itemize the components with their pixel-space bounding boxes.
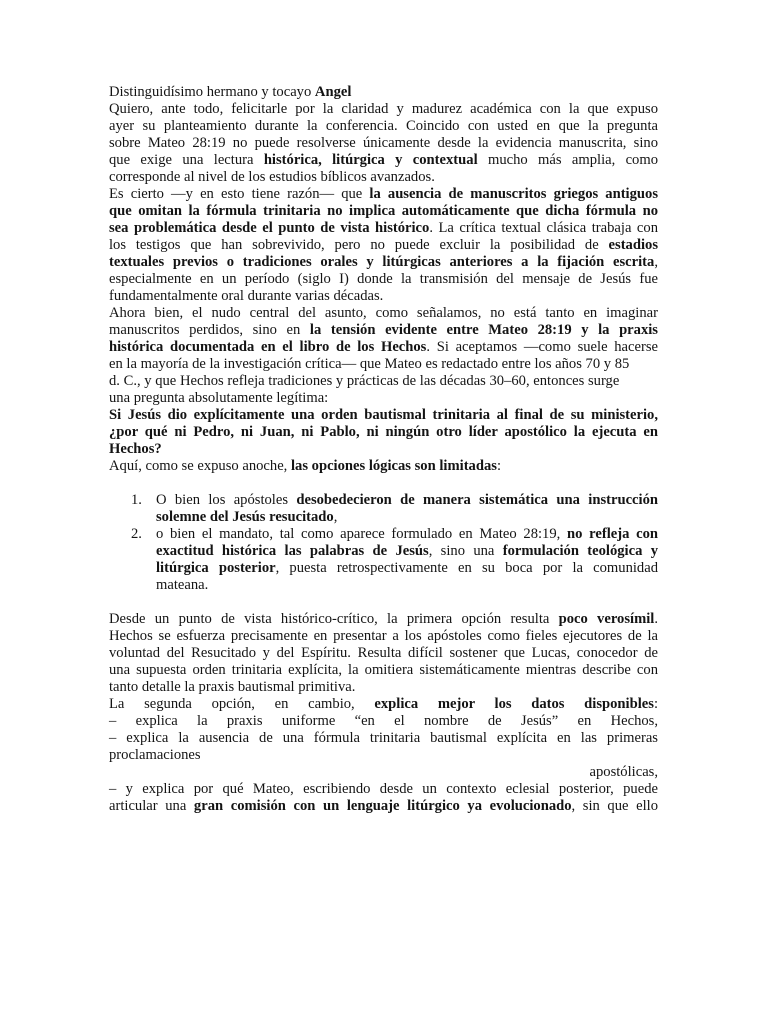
p5-line-4-end: apostólicas, bbox=[589, 764, 658, 780]
p4-line-4: una supuesta orden trinitaria explícita, la omitiera sistemáticamente mientras describe con bbox=[109, 662, 658, 678]
greeting bbox=[109, 84, 658, 101]
p4-line-2: Hechos se esfuerza precisamente en presentar a los apóstoles como fieles ejecutores de la bbox=[109, 628, 658, 644]
p2-line-7: fundamentalmente oral durante varias décadas. bbox=[109, 288, 384, 304]
p2-line-2: que omitan la fórmula trinitaria no implica automáticamente que dicha fórmula no bbox=[109, 203, 658, 219]
p1-line-5: corresponde al nivel de los estudios bíblicos avanzados. bbox=[109, 169, 435, 185]
p5-line-1: La segunda opción, en cambio, explica mejor los datos disponibles: bbox=[109, 696, 658, 712]
p3-line-1: Ahora bien, el nudo central del asunto, como señalamos, no está tanto en imaginar bbox=[109, 305, 658, 321]
paragraph-1 bbox=[109, 101, 658, 186]
p4-line-3: voluntad del Resucitado y del Espíritu. Resulta difícil sostener que Lucas, conocedor de bbox=[109, 645, 658, 661]
p2-line-3: sea problemática desde el punto de vista histórico. La crítica textual clásica trabaja con bbox=[109, 220, 658, 236]
question-line-2: ¿por qué ni Pedro, ni Juan, ni Pablo, ni ningún otro líder apostólico la ejecuta en bbox=[109, 424, 658, 440]
p5-line-2: – explica la praxis uniforme “en el nombre de Jesús” en Hechos, bbox=[109, 713, 658, 729]
p5-line-6: articular una gran comisión con un lenguaje litúrgico ya evolucionado, sin que ello bbox=[109, 798, 659, 814]
p3-line-5: d. C., y que Hechos refleja tradiciones y prácticas de las décadas 30–60, entonces surge bbox=[109, 373, 620, 389]
greeting-name: Angel bbox=[314, 84, 352, 100]
p2-line-5: textuales previos o tradiciones orales y litúrgicas anteriores a la fijación escrita, bbox=[109, 254, 658, 270]
p2-line-6: especialmente en un período (siglo I) donde la transmisión del mensaje de Jesús fue bbox=[109, 271, 658, 287]
p1-line-1: Quiero, ante todo, felicitarle por la claridad y madurez académica con la que expuso bbox=[109, 101, 658, 117]
paragraph-5 bbox=[109, 696, 658, 815]
p1-line-2: ayer su planteamiento durante la conferencia. Coincido con usted en que la pregunta bbox=[109, 118, 658, 134]
p3-line-4: en la mayoría de la investigación crítica— que Mateo es redactado entre los años 70 y 85 bbox=[109, 356, 630, 372]
p1-line-3: sobre Mateo 28:19 no puede resolverse únicamente desde la evidencia manuscrita, sino bbox=[109, 135, 658, 151]
paragraph-3 bbox=[109, 305, 658, 407]
p5-line-5: – y explica por qué Mateo, escribiendo desde un contexto eclesial posterior, puede bbox=[109, 781, 658, 797]
p2-line-4: los testigos que han sobrevivido, pero no puede excluir la posibilidad de estadios bbox=[109, 237, 658, 253]
list-number: 1. bbox=[131, 492, 142, 508]
key-question bbox=[109, 407, 658, 458]
p3-line-6: una pregunta absolutamente legítima: bbox=[109, 390, 329, 406]
question-line-3: Hechos? bbox=[109, 441, 162, 457]
question-line-1: Si Jesús dio explícitamente una orden bautismal trinitaria al final de su ministerio, bbox=[109, 407, 658, 423]
p3-line-2: manuscritos perdidos, sino en la tensión evidente entre Mateo 28:19 y la praxis bbox=[109, 322, 658, 338]
option-item-2: 2. o bien el mandato, tal como aparece formulado en Mateo 28:19, no refleja con exactitud histórica las palabras de Jesús, sino una formulación teológica y litúrgica posterior, puesta retrospectivamente en su boca por la comunidad mateana. bbox=[131, 526, 659, 593]
options-list bbox=[109, 492, 658, 594]
paragraph-4 bbox=[109, 611, 658, 696]
options-intro: Aquí, como se expuso anoche, las opciones lógicas son limitadas: bbox=[109, 458, 502, 474]
p4-line-5: tanto detalle la praxis bautismal primitiva. bbox=[109, 679, 356, 695]
p3-line-3: histórica documentada en el libro de los Hechos. Si aceptamos —como suele hacerse bbox=[109, 339, 658, 355]
p5-line-3: – explica la ausencia de una fórmula trinitaria bautismal explícita en las primeras bbox=[109, 730, 658, 746]
paragraph-2 bbox=[109, 186, 658, 305]
list-number: 2. bbox=[131, 526, 142, 542]
p4-line-1: Desde un punto de vista histórico-crítico, la primera opción resulta poco verosímil. bbox=[109, 611, 658, 627]
greeting-text: Distinguidísimo hermano y tocayo bbox=[109, 84, 315, 100]
option-item-1: 1. O bien los apóstoles desobedecieron de manera sistemática una instrucción solemne del Jesús resucitado, bbox=[131, 492, 658, 525]
p2-line-1: Es cierto —y en esto tiene razón— que la ausencia de manuscritos griegos antiguos bbox=[109, 186, 659, 202]
emphasis-historica: histórica, litúrgica y contextual bbox=[263, 152, 478, 168]
p5-line-4: proclamaciones bbox=[109, 747, 201, 763]
p1-line-4: que exige una lectura histórica, litúrgica y contextual mucho más amplia, como bbox=[109, 152, 659, 168]
